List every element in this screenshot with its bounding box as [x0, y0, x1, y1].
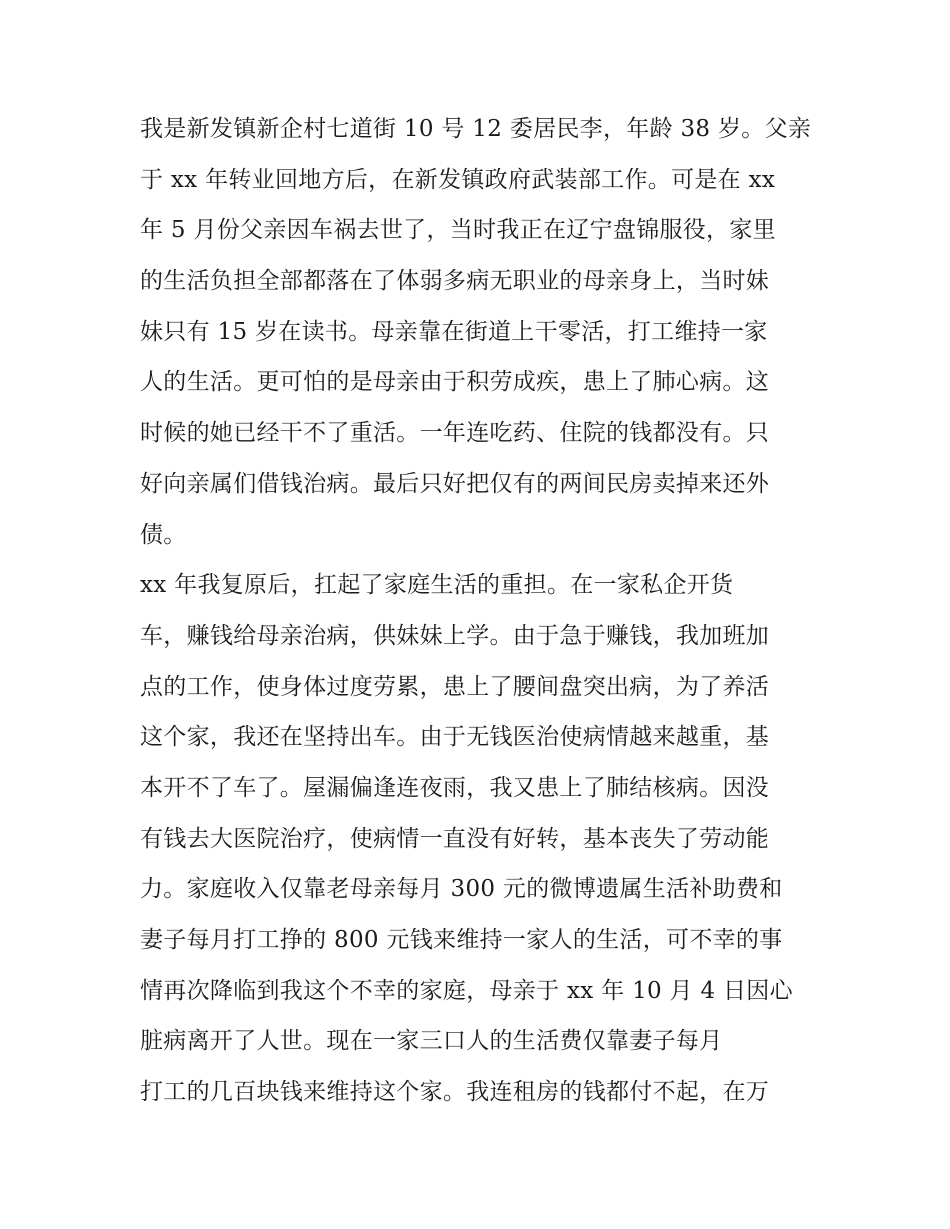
- text-line: 打工的几百块钱来维持这个家。我连租房的钱都付不起，在万: [140, 1079, 770, 1106]
- text-line: 我是新发镇新企村七道街 10 号 12 委居民李，年龄 38 岁。父亲: [140, 116, 812, 142]
- text-line: 点的工作，使身体过度劳累，患上了腰间盘突出病，为了养活: [140, 673, 770, 700]
- text-line: 车，赚钱给母亲治病，供妹妹上学。由于急于赚钱，我加班加: [140, 622, 770, 649]
- text-line: 脏病离开了人世。现在一家三口人的生活费仅靠妻子每月: [140, 1028, 723, 1055]
- text-line: 妻子每月打工挣的 800 元钱来维持一家人的生活，可不幸的事: [140, 927, 783, 953]
- text-line: 本开不了车了。屋漏偏逢连夜雨，我又患上了肺结核病。因没: [140, 774, 770, 801]
- text-line: 有钱去大医院治疗，使病情一直没有好转，基本丧失了劳动能: [140, 825, 770, 852]
- text-line: xx 年我复原后，扛起了家庭生活的重担。在一家私企开货: [140, 572, 734, 599]
- text-line: 妹只有 15 岁在读书。母亲靠在街道上干零活，打工维持一家: [140, 318, 768, 345]
- text-line: 情再次降临到我这个不幸的家庭，母亲于 xx 年 10 月 4 日因心: [140, 977, 793, 1004]
- text-line: 债。: [140, 521, 187, 548]
- text-line: 人的生活。更可怕的是母亲由于积劳成疾，患上了肺心病。这: [140, 369, 770, 396]
- text-line: 于 xx 年转业回地方后，在新发镇政府武装部工作。可是在 xx: [140, 166, 776, 193]
- text-line: 年 5 月份父亲因车祸去世了，当时我正在辽宁盘锦服役，家里: [140, 217, 776, 244]
- text-line: 力。家庭收入仅靠老母亲每月 300 元的微博遗属生活补助费和: [140, 876, 783, 903]
- text-line: 的生活负担全部都落在了体弱多病无职业的母亲身上，当时妹: [140, 268, 770, 295]
- text-line: 好向亲属们借钱治病。最后只好把仅有的两间民房卖掉来还外: [140, 470, 770, 497]
- text-line: 时候的她已经干不了重活。一年连吃药、住院的钱都没有。只: [140, 420, 770, 447]
- document-body: [140, 104, 820, 1118]
- text-line: 这个家，我还在坚持出车。由于无钱医治使病情越来越重，基: [140, 724, 770, 751]
